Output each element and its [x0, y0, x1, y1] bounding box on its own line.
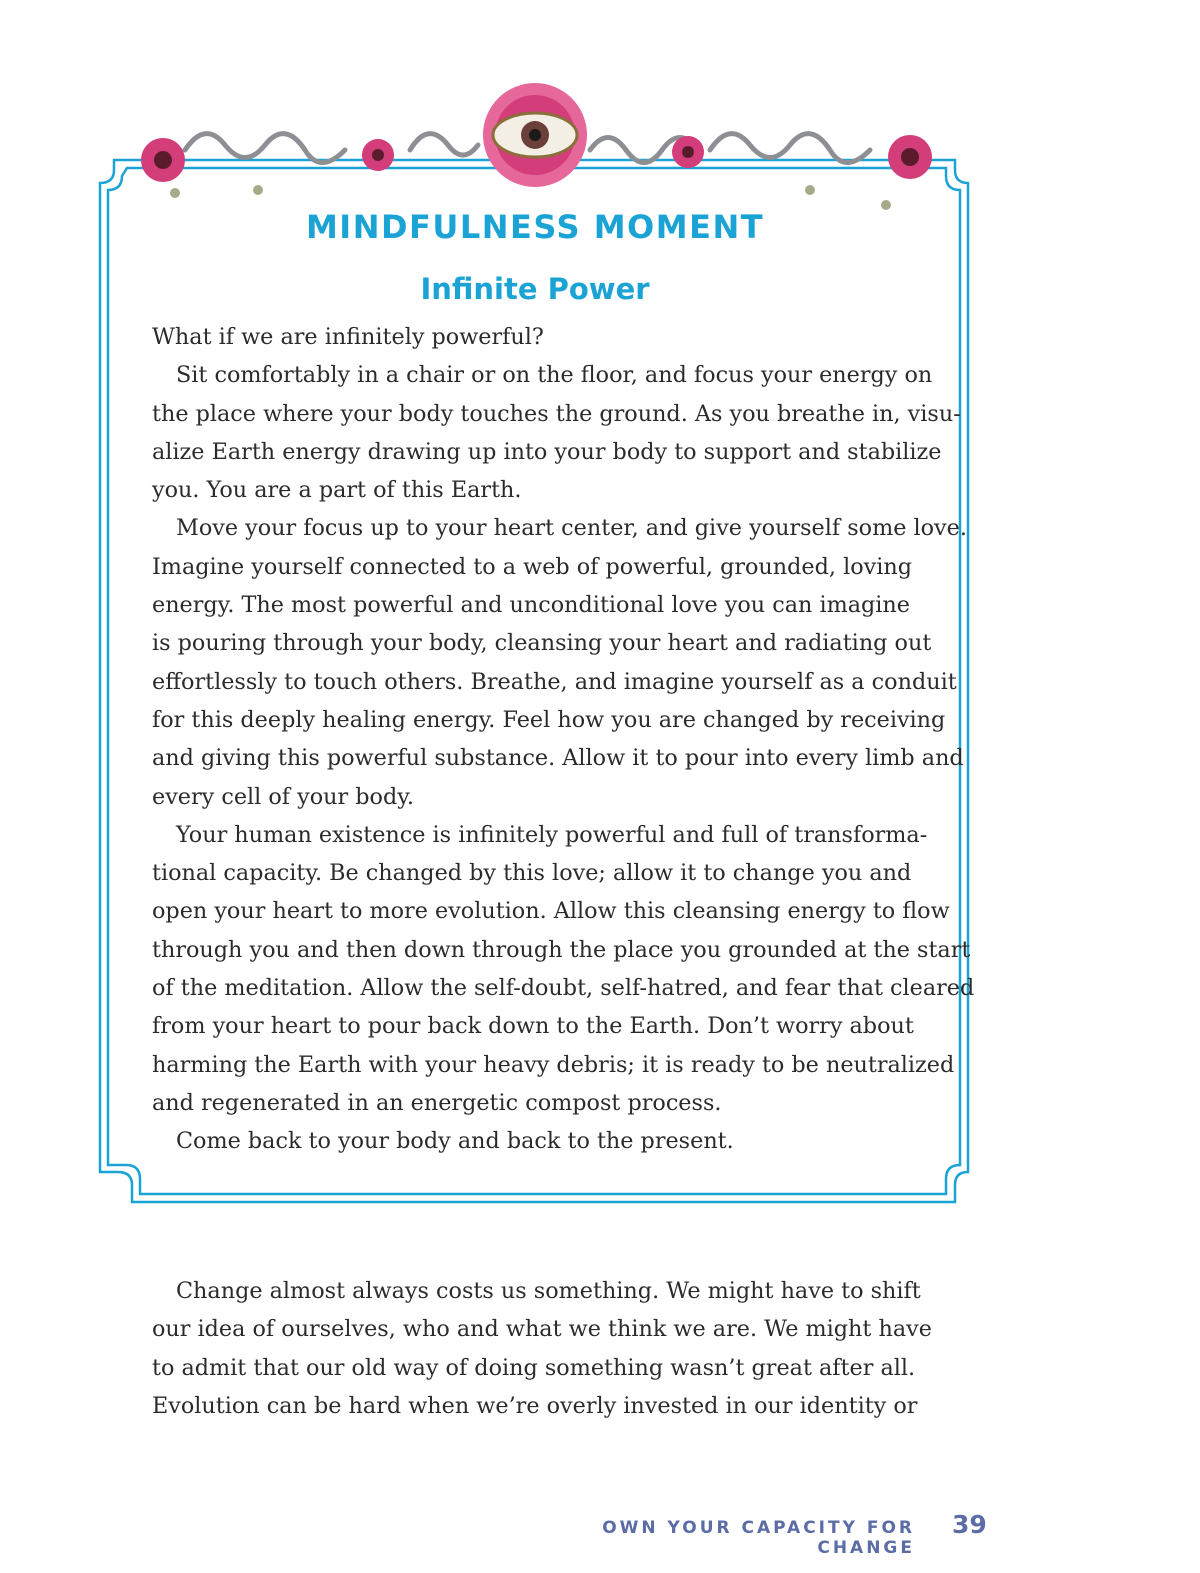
text-line: Sit comfortably in a chair or on the floor, and focus your energy on [176, 362, 933, 389]
text-line: from your heart to pour back down to the Earth. Don’t worry about [152, 1013, 914, 1040]
box-title: MINDFULNESS MOMENT [305, 208, 765, 246]
text-line: Change almost always costs us something. We might have to shift [176, 1278, 921, 1304]
text-line: and regenerated in an energetic compost process. [152, 1089, 722, 1116]
text-line: through you and then down through the place you grounded at the start [152, 936, 971, 963]
page-number: 39 [952, 1510, 987, 1539]
text-line: Your human existence is infinitely powerful and full of transforma- [176, 821, 928, 848]
running-footer: OWN YOUR CAPACITY FOR CHANGE [602, 1518, 915, 1558]
meditation-text [152, 318, 975, 1161]
text-line: alize Earth energy drawing up into your body to support and stabilize [152, 438, 942, 465]
text-line: effortlessly to touch others. Breathe, and imagine yourself as a conduit [152, 668, 957, 695]
box-subtitle: Infinite Power [420, 272, 650, 306]
text-line: Evolution can be hard when we’re overly invested in our identity or [152, 1392, 918, 1419]
text-line: and giving this powerful substance. Allow it to pour into every limb and [152, 745, 964, 772]
flower-icon [888, 135, 932, 179]
text-line: to admit that our old way of doing something wasn’t great after all. [152, 1354, 916, 1381]
text-line: is pouring through your body, cleansing your heart and radiating out [152, 630, 932, 657]
text-line: tional capacity. Be changed by this love; allow it to change you and [152, 860, 912, 887]
text-line: the place where your body touches the ground. As you breathe in, visu- [152, 400, 961, 427]
text-line: of the meditation. Allow the self-doubt, self-hatred, and fear that cleared [152, 975, 975, 1002]
eye-icon [483, 83, 587, 187]
text-line: Imagine yourself connected to a web of powerful, grounded, loving [152, 553, 912, 580]
text-line: open your heart to more evolution. Allow this cleansing energy to flow [152, 898, 950, 925]
text-line: Come back to your body and back to the present. [176, 1128, 734, 1155]
text-line: What if we are infinitely powerful? [152, 324, 544, 350]
text-line: energy. The most powerful and unconditional love you can imagine [152, 592, 910, 619]
text-line: you. You are a part of this Earth. [152, 477, 522, 504]
text-line: harming the Earth with your heavy debris; it is ready to be neutralized [152, 1051, 955, 1078]
flower-icon [672, 136, 704, 168]
text-line: for this deeply healing energy. Feel how you are changed by receiving [152, 706, 946, 733]
text-line: every cell of your body. [152, 783, 414, 810]
body-paragraph [152, 1272, 932, 1425]
flower-icon [141, 138, 185, 182]
text-line: our idea of ourselves, who and what we think we are. We might have [152, 1316, 932, 1343]
flower-icon [362, 139, 394, 171]
text-line: Move your focus up to your heart center, and give yourself some love. [176, 515, 967, 542]
